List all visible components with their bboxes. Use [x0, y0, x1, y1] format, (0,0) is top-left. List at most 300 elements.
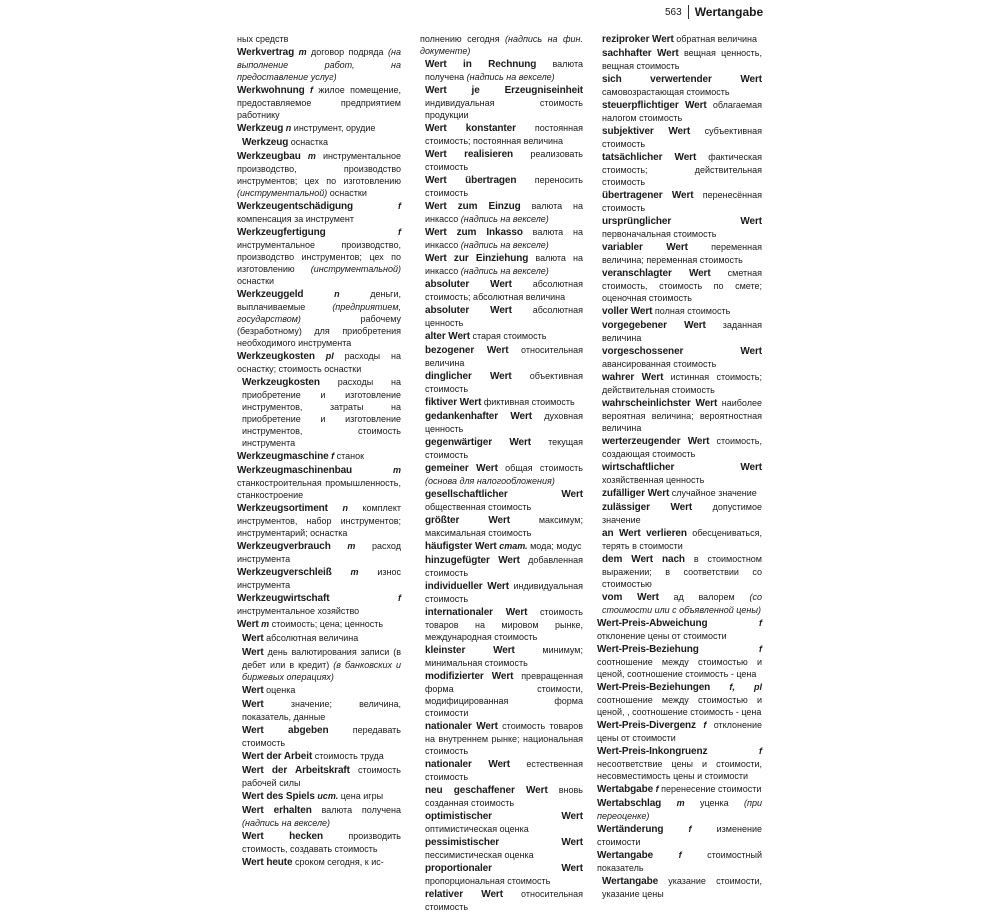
grammar-label: f [759, 618, 762, 628]
translation: полнению сегодня [420, 34, 500, 44]
sub-entry [420, 278, 583, 303]
headword: nationaler Wert [425, 721, 498, 732]
sub-entry [420, 720, 583, 757]
sub-entry [237, 724, 401, 749]
headword: vorgeschossener Wert [602, 346, 762, 357]
translation: мода; модус [530, 541, 582, 551]
grammar-label: f [331, 451, 335, 461]
translation: расходы на оснастку; стоимость оснастки [237, 351, 401, 374]
translation: ад валорем [673, 592, 735, 602]
headword: Werkzeuggeld [237, 289, 304, 300]
sub-entry [597, 33, 762, 46]
translation: сроком сегодня, к ис- [295, 857, 384, 867]
grammar-label: f [759, 644, 762, 654]
dictionary-column-2 [420, 33, 584, 912]
grammar-label: f [398, 593, 401, 603]
dictionary-entry [237, 618, 401, 631]
dictionary-entry [237, 502, 401, 539]
usage-note: (надпись на векселе) [460, 240, 549, 250]
translation: минимум; минимальная стоимость [425, 645, 583, 668]
headword: hinzugefügter Wert [425, 555, 520, 566]
sub-entry [237, 856, 401, 869]
grammar-label: n [334, 289, 340, 299]
headword: Wertänderung [597, 824, 664, 835]
dictionary-entry [597, 617, 762, 642]
sub-entry [420, 888, 583, 913]
headword: Werkzeugkosten [242, 377, 320, 388]
sub-entry [420, 514, 583, 539]
headword: Wertabschlag [597, 798, 662, 809]
translation: заданная величина [602, 320, 762, 343]
headword: Werkzeug [242, 137, 289, 148]
headword: dem Wert nach [602, 554, 685, 565]
usage-note: (надпись на векселе) [466, 72, 555, 82]
sub-entry [420, 554, 583, 579]
sub-entry [237, 684, 401, 697]
translation: перенесённая стоимость [602, 190, 762, 213]
grammar-label: f [655, 784, 659, 794]
dictionary-entry [237, 84, 401, 121]
translation: фактическая стоимость; действительная стоимость [602, 152, 762, 187]
translation: сметная стоимость, стоимость по смете; оценочная стоимость [602, 268, 762, 303]
headword: Wert-Preis-Abweichung [597, 618, 708, 629]
headword: alter Wert [425, 331, 470, 342]
translation: случайное значение [671, 488, 757, 498]
sub-entry [597, 241, 762, 266]
translation: инструментальное хозяйство [237, 606, 360, 616]
sub-entry [420, 58, 583, 83]
translation: стоимость товаров на внутреннем рынке; национальная стоимость [425, 721, 584, 756]
headword: Werkzeugmaschine [237, 451, 329, 462]
sub-entry [597, 371, 762, 396]
translation: инструментальное производство, производство инструментов; цех по изготовлению [237, 151, 401, 186]
translation: передавать стоимость [242, 725, 401, 748]
translation: превращенная форма стоимости, модифицированная форма стоимости [425, 671, 583, 718]
sub-entry [420, 580, 583, 605]
translation: валюта на инкассо [425, 253, 583, 276]
translation: относительная стоимость [425, 889, 583, 912]
headword: zufälliger Wert [602, 488, 670, 499]
translation-continued: оснастки [237, 276, 275, 286]
translation: субъективная стоимость [602, 126, 762, 149]
sub-entry [237, 750, 401, 763]
headword: Wert zum Inkasso [425, 227, 523, 238]
translation: станок [336, 451, 365, 461]
dictionary-entry [597, 643, 762, 680]
sub-entry [597, 875, 762, 900]
translation: износ инструмента [237, 567, 401, 590]
grammar-label: f [759, 746, 762, 756]
grammar-label: m [261, 619, 270, 629]
translation: стоимость, создающая стоимость [602, 436, 762, 459]
translation: указание стоимости, указание цены [602, 876, 762, 899]
headword: Wert hecken [242, 831, 324, 842]
sub-entry [420, 462, 583, 487]
headword: voller Wert [602, 306, 653, 317]
headword: fiktiver Wert [425, 397, 482, 408]
sub-entry [420, 436, 583, 461]
sub-entry [597, 151, 762, 188]
usage-note: (основа для налогообложения) [425, 476, 555, 486]
sub-entry [420, 200, 583, 225]
headword: absoluter Wert [425, 279, 512, 290]
translation: добавленная стоимость [425, 555, 583, 578]
translation: естественная стоимость [425, 759, 583, 782]
dictionary-column-3 [597, 33, 762, 899]
translation: фиктивная стоимость [483, 397, 575, 407]
sub-entry [597, 591, 762, 616]
sub-entry [420, 784, 583, 809]
dictionary-entry [237, 350, 401, 375]
translation: комплект инструментов, набор инструментов; инструментарий; оснастка [237, 503, 401, 538]
sub-entry [597, 125, 762, 150]
sub-entry [420, 122, 583, 147]
usage-note: (на выполнение работ, на предоставление услуг) [237, 47, 401, 82]
running-header [665, 4, 763, 20]
headword: subjektiver Wert [602, 126, 691, 137]
sub-entry [237, 632, 401, 645]
usage-note: (при переоценке) [597, 798, 762, 821]
translation: расход инструмента [237, 541, 401, 564]
dictionary-entry [597, 681, 762, 718]
translation: вновь созданная стоимость [425, 785, 583, 808]
headword: tatsächlicher Wert [602, 152, 697, 163]
dictionary-entry [597, 719, 762, 744]
headword: Werkzeugkosten [237, 351, 315, 362]
translation: жилое помещение, предоставляемое предприятием работнику [237, 85, 401, 120]
sub-entry [237, 764, 401, 789]
translation: абсолютная величина [266, 633, 359, 643]
translation: абсолютная стоимость; абсолютная величина [425, 279, 583, 302]
translation: соотношение между стоимостью и ценой, , соотношение стоимость - цена [597, 695, 762, 717]
translation: индивидуальная стоимость [425, 581, 583, 604]
sub-entry [420, 174, 583, 199]
headword: kleinster Wert [425, 645, 515, 656]
sub-entry [597, 319, 762, 344]
headword: Wert übertragen [425, 175, 517, 186]
translation: пропорциональная стоимость [425, 876, 551, 886]
translation: переменная величина; переменная стоимость [602, 242, 762, 265]
headword: Werkzeugbau [237, 151, 301, 162]
translation: стоимость труда [314, 751, 384, 761]
translation: расходы на приобретение и изготовление инструментов, затраты на приобретение и изготовление инструментов, стоимость инструмента [242, 377, 401, 448]
dictionary-entry [237, 566, 401, 591]
dictionary-entry [237, 46, 401, 83]
translation: цена игры [340, 791, 384, 801]
sub-entry [237, 698, 401, 723]
headword: individueller Wert [425, 581, 509, 592]
dictionary-entry [237, 464, 401, 501]
headword: absoluter Wert [425, 305, 512, 316]
sub-entry [420, 396, 583, 409]
headword: wirtschaftlicher Wert [602, 462, 762, 473]
translation: стоимость рабочей силы [242, 765, 401, 788]
headword: Wert zum Einzug [425, 201, 521, 212]
dictionary-entry [237, 200, 401, 225]
headword: Werkzeugverschleiß [237, 567, 332, 578]
sub-entry [597, 435, 762, 460]
grammar-label: f, pl [729, 682, 762, 692]
headword: Wertangabe [597, 850, 654, 861]
headword: Wert realisieren [425, 149, 514, 160]
sub-entry [420, 410, 583, 435]
headword: Werkvertrag [237, 47, 295, 58]
headword: zulässiger Wert [602, 502, 693, 513]
headword: Werkzeug [237, 123, 284, 134]
translation: авансированная стоимость [602, 359, 717, 369]
headword: gedankenhafter Wert [425, 411, 533, 422]
headword: Wert-Preis-Divergenz [597, 720, 696, 731]
grammar-label: n [342, 503, 348, 513]
headword: vorgegebener Wert [602, 320, 706, 331]
dictionary-entry [237, 592, 401, 617]
translation: постоянная стоимость; постоянная величина [425, 123, 583, 146]
grammar-label: m [676, 798, 685, 808]
dictionary-entry [597, 849, 762, 874]
translation: соотношение между стоимостью и ценой, соотношение стоимость - цена [597, 657, 762, 679]
headword: Wert abgeben [242, 725, 329, 736]
dictionary-entry [237, 288, 401, 349]
sub-entry [597, 461, 762, 486]
sub-entry [597, 267, 762, 304]
translation: компенсация за инструмент [237, 214, 354, 224]
grammar-label: m [347, 541, 356, 551]
translation: вещная ценность, вещная стоимость [602, 48, 762, 71]
grammar-label: стат. [499, 541, 528, 551]
sub-entry [237, 136, 401, 149]
translation: инструментальное производство, производство инструментов; цех по изготовлению [237, 240, 401, 274]
translation: максимум; максимальная стоимость [425, 515, 583, 538]
sub-entry [597, 189, 762, 214]
grammar-label: f [688, 824, 692, 834]
sub-entry [420, 836, 583, 861]
headword: gesellschaftlicher Wert [425, 489, 583, 500]
translation: абсолютная ценность [425, 305, 583, 328]
dictionary-entry [237, 122, 401, 135]
headword: Wert [242, 647, 264, 658]
headword: gemeiner Wert [425, 463, 498, 474]
dictionary-entry [597, 783, 762, 796]
sub-entry [420, 370, 583, 395]
sub-entry [237, 804, 401, 829]
headword: Wert-Preis-Beziehung [597, 644, 699, 655]
sub-entry [420, 644, 583, 669]
translation: валюта на инкассо [425, 227, 583, 250]
sub-entry [597, 487, 762, 500]
sub-entry [420, 670, 583, 719]
headword: ursprünglicher Wert [602, 216, 762, 227]
headword: proportionaler Wert [425, 863, 583, 874]
headword: Wert je Erzeugniseinheit [425, 85, 583, 96]
entry-continuation [237, 33, 401, 45]
translation: пессимистическая оценка [425, 850, 534, 860]
translation-continued: оснастки [329, 188, 367, 198]
headword: sachhafter Wert [602, 48, 679, 59]
usage-note: (надпись на фин. документе) [420, 34, 583, 56]
headword: wahrscheinlichster Wert [602, 398, 718, 409]
dictionary-entry [237, 540, 401, 565]
guide-word: Wertangabe [694, 5, 764, 19]
sub-entry [420, 84, 583, 121]
usage-note: (надпись на векселе) [242, 818, 331, 828]
sub-entry [597, 99, 762, 124]
sub-entry [420, 304, 583, 329]
translation: относительная величина [425, 345, 583, 368]
translation: допустимое значение [602, 502, 762, 525]
translation: облагаемая налогом стоимость [602, 100, 762, 123]
sub-entry [237, 790, 401, 803]
headword: relativer Wert [425, 889, 503, 900]
headword: Wert [242, 685, 264, 696]
translation: обесцениваться, терять в стоимости [602, 528, 762, 551]
translation: переносить стоимость [425, 175, 583, 198]
sub-entry [420, 226, 583, 251]
headword: Wert der Arbeit [242, 751, 313, 762]
headword: vom Wert [602, 592, 659, 603]
headword: an Wert verlieren [602, 528, 687, 539]
grammar-label: m [298, 47, 307, 57]
sub-entry [597, 397, 762, 434]
translation: духовная ценность [425, 411, 583, 434]
translation: деньги, выплачиваемые [237, 289, 401, 312]
sub-entry [597, 553, 762, 590]
translation: уценка [699, 798, 729, 808]
headword: Wert [242, 633, 264, 644]
sub-entry [420, 148, 583, 173]
headword: modifizierter Wert [425, 671, 514, 682]
sub-entry [420, 540, 583, 553]
headword: Werkzeugfertigung [237, 227, 326, 238]
headword: Wert in Rechnung [425, 59, 537, 70]
headword: Wert konstanter [425, 123, 516, 134]
translation: валюта получена [321, 805, 401, 815]
translation: стоимостный показатель [597, 850, 762, 873]
headword: Werkzeugmaschinenbau [237, 465, 353, 476]
translation: валюта получена [425, 59, 583, 82]
usage-note: (инструментальной) [310, 264, 401, 274]
usage-note: (надпись на векселе) [460, 266, 549, 276]
grammar-label: f [398, 201, 401, 211]
translation: перенесение стоимости [661, 784, 762, 794]
sub-entry [420, 488, 583, 513]
translation: хозяйственная ценность [602, 475, 705, 485]
headword: werterzeugender Wert [602, 436, 710, 447]
grammar-label: f [309, 85, 313, 95]
sub-entry [420, 758, 583, 783]
headword: pessimistischer Wert [425, 837, 583, 848]
translation: отклонение цены от стоимости [597, 720, 762, 743]
translation: реализовать стоимость [425, 149, 583, 172]
grammar-label: m [350, 567, 359, 577]
dictionary-entry [597, 823, 762, 848]
headword: veranschlagter Wert [602, 268, 711, 279]
translation: оснастка [290, 137, 329, 147]
translation: общественная стоимость [425, 502, 532, 512]
headword: internationaler Wert [425, 607, 528, 618]
headword: optimistischer Wert [425, 811, 583, 822]
translation: самовозрастающая стоимость [602, 87, 730, 97]
translation: текущая стоимость [425, 437, 583, 460]
headword: wahrer Wert [602, 372, 664, 383]
grammar-label: n [285, 123, 292, 133]
headword: Wert [242, 699, 264, 710]
grammar-label: f [398, 227, 401, 237]
headword: variabler Wert [602, 242, 688, 253]
headword: Werkzeugsortiment [237, 503, 328, 514]
entry-continuation [420, 33, 583, 57]
headword: Wertabgabe [597, 784, 654, 795]
translation: производить стоимость, создавать стоимость [242, 831, 401, 854]
translation: день валютирования записи (в дебет или в кредит) [242, 647, 401, 670]
sub-entry [597, 73, 762, 98]
sub-entry [597, 47, 762, 72]
dictionary-entry [237, 150, 401, 199]
headword: Wertangabe [602, 876, 659, 887]
translation: изменение стоимости [597, 824, 762, 847]
headword: neu geschaffener Wert [425, 785, 548, 796]
headword: dinglicher Wert [425, 371, 512, 382]
sub-entry [420, 606, 583, 643]
grammar-label: pl [325, 351, 334, 361]
headword: Wert-Preis-Inkongruenz [597, 746, 708, 757]
grammar-label: f [678, 850, 682, 860]
translation: первоначальная стоимость [602, 229, 717, 239]
translation: старая стоимость [472, 331, 547, 341]
translation: полная стоимость [654, 306, 731, 316]
translation: обратная величина [676, 34, 758, 44]
headword: Wert-Preis-Beziehungen [597, 682, 711, 693]
translation: ных средств [237, 34, 289, 44]
translation: в стоимостном выражении; в соответствии со стоимостью [602, 554, 762, 589]
sub-entry [237, 646, 401, 683]
translation: общая стоимость [505, 463, 583, 473]
sub-entry [420, 810, 583, 835]
headword: Wert zur Einziehung [425, 253, 529, 264]
sub-entry [597, 215, 762, 240]
headword: Wert [237, 619, 259, 630]
usage-note: (в банковских и биржевых операциях) [242, 660, 401, 682]
headword: sich verwertender Wert [602, 74, 762, 85]
dictionary-column-1 [237, 33, 401, 868]
sub-entry [597, 305, 762, 318]
sub-entry [597, 527, 762, 552]
grammar-label: m [307, 151, 316, 161]
headword: steuerpflichtiger Wert [602, 100, 707, 111]
header-divider [688, 5, 689, 19]
translation: станкостроительная промышленность, станкостроение [237, 478, 401, 500]
headword: reziproker Wert [602, 34, 674, 45]
headword: Wert heute [242, 857, 293, 868]
headword: bezogener Wert [425, 345, 509, 356]
translation: инструмент, орудие [293, 123, 376, 133]
sub-entry [420, 252, 583, 277]
translation: наиболее вероятная величина; вероятностная величина [602, 398, 762, 433]
translation: оптимистическая оценка [425, 824, 529, 834]
headword: Wert der Arbeitskraft [242, 765, 350, 776]
page-number: 563 [665, 6, 682, 18]
translation: индивидуальная стоимость продукции [425, 98, 583, 120]
translation: стоимость; цена; ценность [271, 619, 384, 629]
usage-note: (надпись на векселе) [460, 214, 549, 224]
grammar-label: m [392, 465, 401, 475]
sub-entry [237, 376, 401, 449]
sub-entry [597, 501, 762, 526]
grammar-label: ист. [317, 791, 339, 801]
dictionary-entry [237, 450, 401, 463]
headword: größter Wert [425, 515, 510, 526]
translation: стоимость товаров на мировом рынке, международная стоимость [425, 607, 583, 642]
headword: nationaler Wert [425, 759, 510, 770]
